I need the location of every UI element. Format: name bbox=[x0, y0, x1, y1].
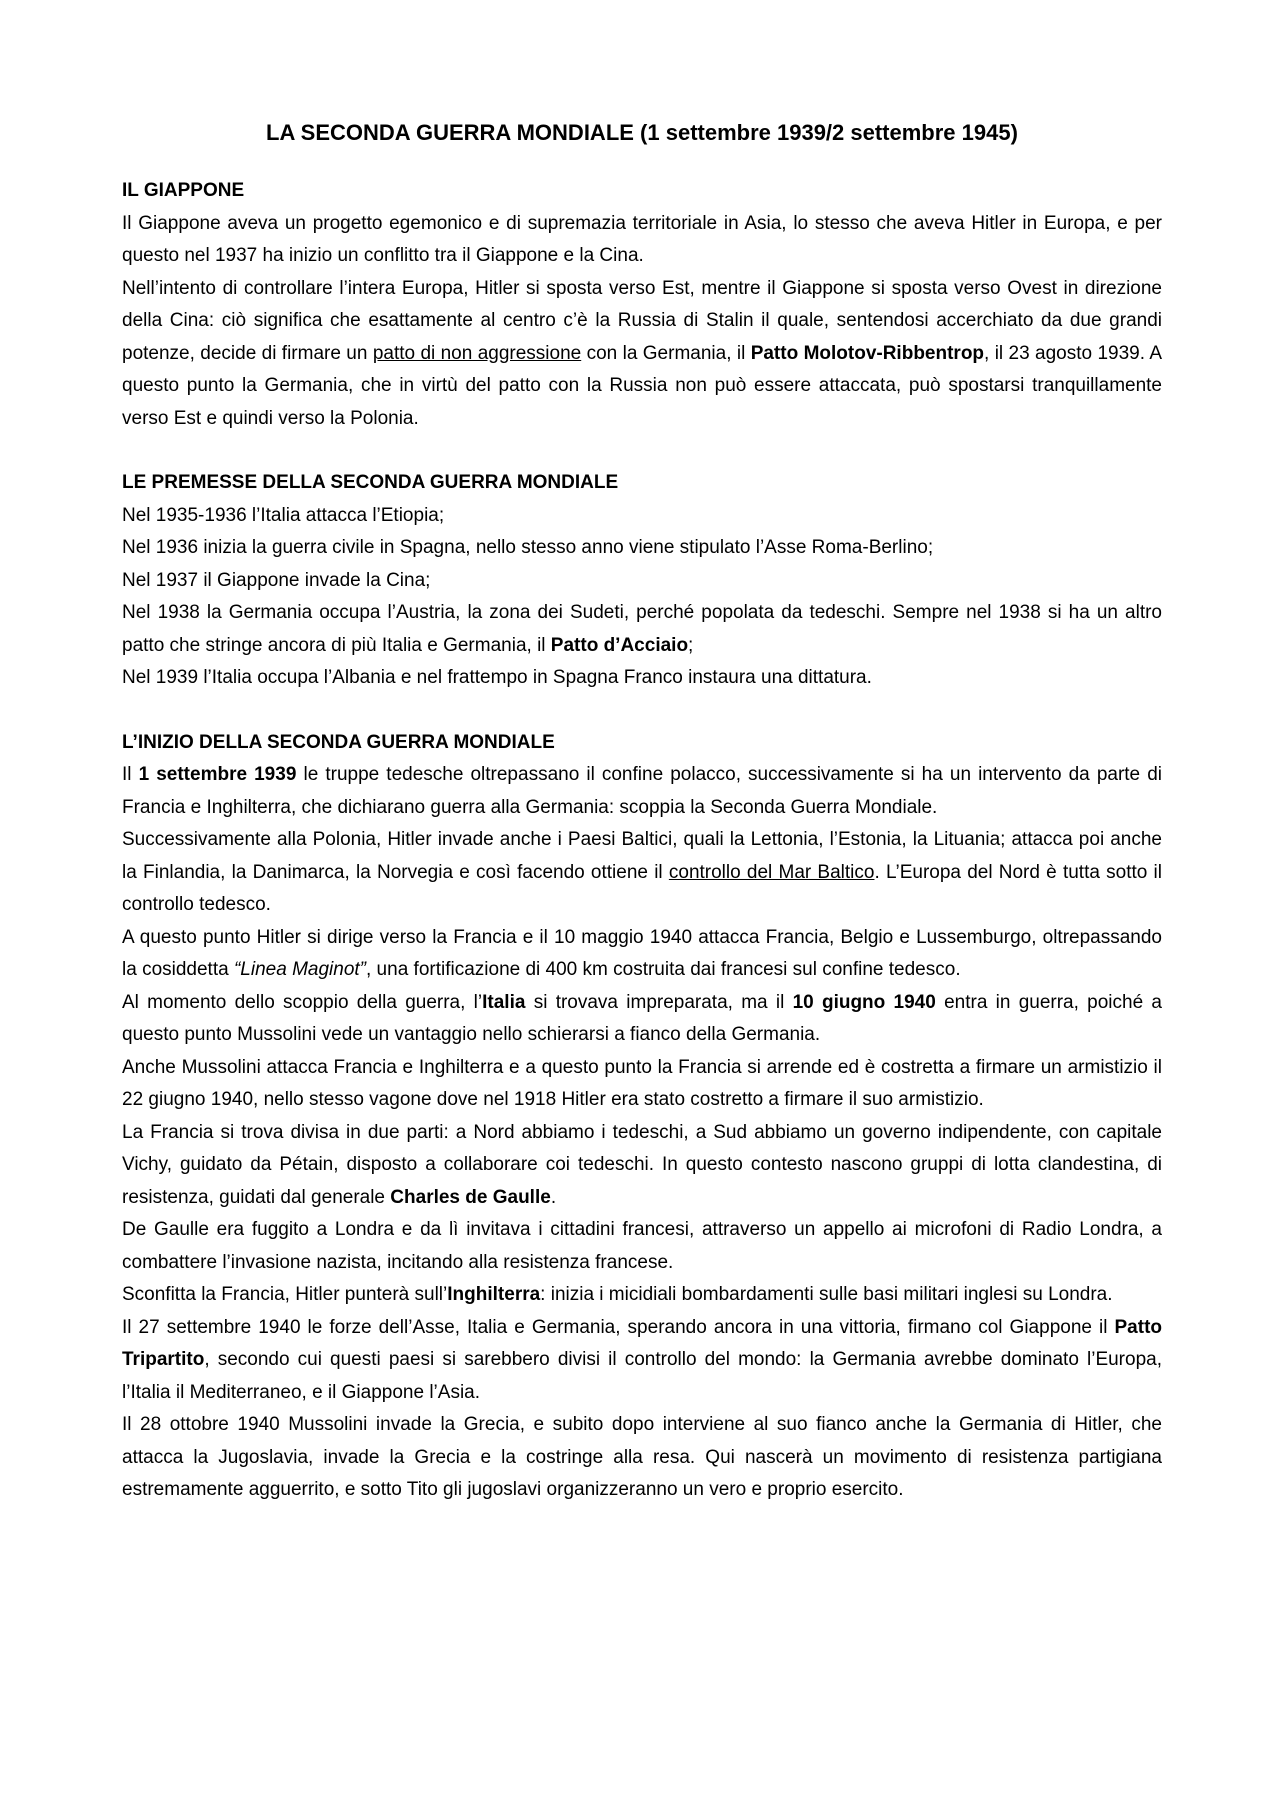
bold-text: 1 settembre 1939 bbox=[138, 764, 297, 785]
text-run: entra in guerra, poiché a questo punto Mussolini vede un vantaggio nello schierarsi a fianco della Germania. bbox=[122, 991, 1162, 1045]
underlined-text: patto di non aggressione bbox=[372, 342, 582, 364]
document-page bbox=[122, 118, 1162, 1539]
text-run: De Gaulle era fuggito a Londra e da lì invitava i cittadini francesi, attraverso un appello ai microfoni di Radio Londra, a combattere l’invasione nazista, incitando alla resistenza francese. bbox=[122, 1219, 1162, 1273]
paragraph bbox=[122, 759, 1162, 824]
section-inizio bbox=[122, 727, 1162, 1507]
paragraph bbox=[122, 273, 1162, 436]
section-heading: L’INIZIO DELLA SECONDA GUERRA MONDIALE bbox=[122, 731, 555, 753]
bold-text: Patto Molotov-Ribbentrop bbox=[750, 342, 985, 364]
text-run: Il 28 ottobre 1940 Mussolini invade la Grecia, e subito dopo interviene al suo fianco anche la Germania di Hitler, che attacca la Jugoslavia, invade la Grecia e la costringe alla resa. Qui nascerà un movimento di resistenza partigiana estremamente agguerrito, e sotto Tito gli jugoslavi organizzeranno un vero e proprio esercito. bbox=[122, 1414, 1162, 1500]
underlined-text: controllo del Mar Baltico bbox=[668, 861, 875, 883]
paragraph bbox=[122, 1214, 1162, 1279]
text-run: Al momento dello scoppio della guerra, l’ bbox=[122, 991, 483, 1013]
bold-text: 10 giugno 1940 bbox=[792, 991, 936, 1013]
section-premesse bbox=[122, 467, 1162, 695]
paragraph bbox=[122, 922, 1162, 987]
paragraph bbox=[122, 1117, 1162, 1215]
paragraph bbox=[122, 1279, 1162, 1312]
bold-text: Charles de Gaulle bbox=[390, 1186, 551, 1208]
paragraph bbox=[122, 1052, 1162, 1117]
bold-text: Patto Tripartito bbox=[122, 1316, 1162, 1370]
text-run: si trovava impreparata, ma il bbox=[525, 991, 793, 1013]
text-run: Nell’intento di controllare l’intera Europa, Hitler si sposta verso Est, mentre il Giappone si sposta verso Ovest in direzione della Cina: ciò significa che esattamente al centro c’è la Russia di Stalin il quale, sentendosi accerchiato da due grandi potenze, decide di firmare un bbox=[122, 277, 1162, 364]
paragraph bbox=[122, 1409, 1162, 1507]
text-run: ; bbox=[688, 634, 694, 656]
paragraph bbox=[122, 824, 1162, 922]
text-run: Nel 1935-1936 l’Italia attacca l’Etiopia; bbox=[122, 504, 445, 526]
document-title: LA SECONDA GUERRA MONDIALE (1 settembre 1939/2 settembre 1945) bbox=[266, 120, 1018, 145]
paragraph bbox=[122, 500, 1162, 533]
text-run: Il 27 settembre 1940 le forze dell’Asse, Italia e Germania, sperando ancora in una vittoria, firmano col Giappone il bbox=[122, 1316, 1115, 1338]
text-run: : inizia i micidiali bombardamenti sulle basi militari inglesi su Londra. bbox=[540, 1284, 1113, 1305]
text-run: Nel 1939 l’Italia occupa l’Albania e nel frattempo in Spagna Franco instaura una dittatura. bbox=[122, 667, 872, 688]
text-run: . L’Europa del Nord è tutta sotto il controllo tedesco. bbox=[122, 861, 1163, 915]
section-heading: LE PREMESSE DELLA SECONDA GUERRA MONDIALE bbox=[122, 472, 619, 493]
text-run: Anche Mussolini attacca Francia e Inghilterra e a questo punto la Francia si arrende ed è costretta a firmare un armistizio il 22 giugno 1940, nello stesso vagone dove nel 1918 Hitler era stato costretto a firmare il suo armistizio. bbox=[122, 1056, 1162, 1110]
text-run: , il 23 agosto 1939. A questo punto la Germania, che in virtù del patto con la Russia non può essere attaccata, può spostarsi tranquillamente verso Est e quindi verso la Polonia. bbox=[122, 342, 1162, 429]
paragraph bbox=[122, 208, 1162, 273]
text-run: con la Germania, il bbox=[581, 342, 751, 364]
text-run: Il Giappone aveva un progetto egemonico e di supremazia territoriale in Asia, lo stesso che aveva Hitler in Europa, e per questo nel 1937 ha inizio un conflitto tra il Giappone e la Cina. bbox=[122, 212, 1162, 266]
paragraph bbox=[122, 565, 1162, 598]
section-heading: IL GIAPPONE bbox=[122, 180, 245, 201]
text-run: le truppe tedesche oltrepassano il confine polacco, successivamente si ha un intervento da parte di Francia e Inghilterra, che dichiarano guerra alla Germania: scoppia la Seconda Guerra Mondiale. bbox=[122, 764, 1162, 818]
text-run: Il bbox=[122, 764, 139, 785]
bold-text: Patto d’Acciaio bbox=[550, 634, 689, 656]
text-run: Sconfitta la Francia, Hitler punterà sull’ bbox=[122, 1284, 448, 1305]
text-run: Nel 1936 inizia la guerra civile in Spagna, nello stesso anno viene stipulato l’Asse Roma-Berlino; bbox=[122, 537, 934, 558]
text-run: Nel 1938 la Germania occupa l’Austria, la zona dei Sudeti, perché popolata da tedeschi. Sempre nel 1938 si ha un altro patto che stringe ancora di più Italia e Germania, il bbox=[122, 602, 1162, 656]
section-giappone bbox=[122, 175, 1162, 435]
bold-text: Inghilterra bbox=[447, 1284, 541, 1305]
italic-text: “Linea Maginot” bbox=[233, 959, 366, 980]
text-run: , una fortificazione di 400 km costruita dai francesi sul confine tedesco. bbox=[366, 959, 961, 980]
paragraph bbox=[122, 597, 1162, 662]
text-run: La Francia si trova divisa in due parti: a Nord abbiamo i tedeschi, a Sud abbiamo un governo indipendente, con capitale Vichy, guidato da Pétain, disposto a collaborare coi tedeschi. In questo contesto nascono gruppi di lotta clandestina, di resistenza, guidati dal generale bbox=[122, 1121, 1162, 1208]
text-run: Successivamente alla Polonia, Hitler invade anche i Paesi Baltici, quali la Lettonia, l’Estonia, la Lituania; attacca poi anche la Finlandia, la Danimarca, la Norvegia e così facendo ottiene il bbox=[122, 829, 1162, 883]
paragraph bbox=[122, 987, 1162, 1052]
paragraph bbox=[122, 532, 1162, 565]
text-run: . bbox=[550, 1186, 557, 1208]
text-run: Nel 1937 il Giappone invade la Cina; bbox=[122, 569, 431, 591]
bold-text: Italia bbox=[482, 991, 526, 1013]
paragraph bbox=[122, 662, 1162, 695]
paragraph bbox=[122, 1312, 1162, 1410]
text-run: , secondo cui questi paesi si sarebbero divisi il controllo del mondo: la Germania avrebbe dominato l’Europa, l’Italia il Mediterraneo, e il Giappone l’Asia. bbox=[122, 1349, 1162, 1403]
text-run: A questo punto Hitler si dirige verso la Francia e il 10 maggio 1940 attacca Francia, Belgio e Lussemburgo, oltrepassando la cosiddetta bbox=[122, 926, 1162, 980]
